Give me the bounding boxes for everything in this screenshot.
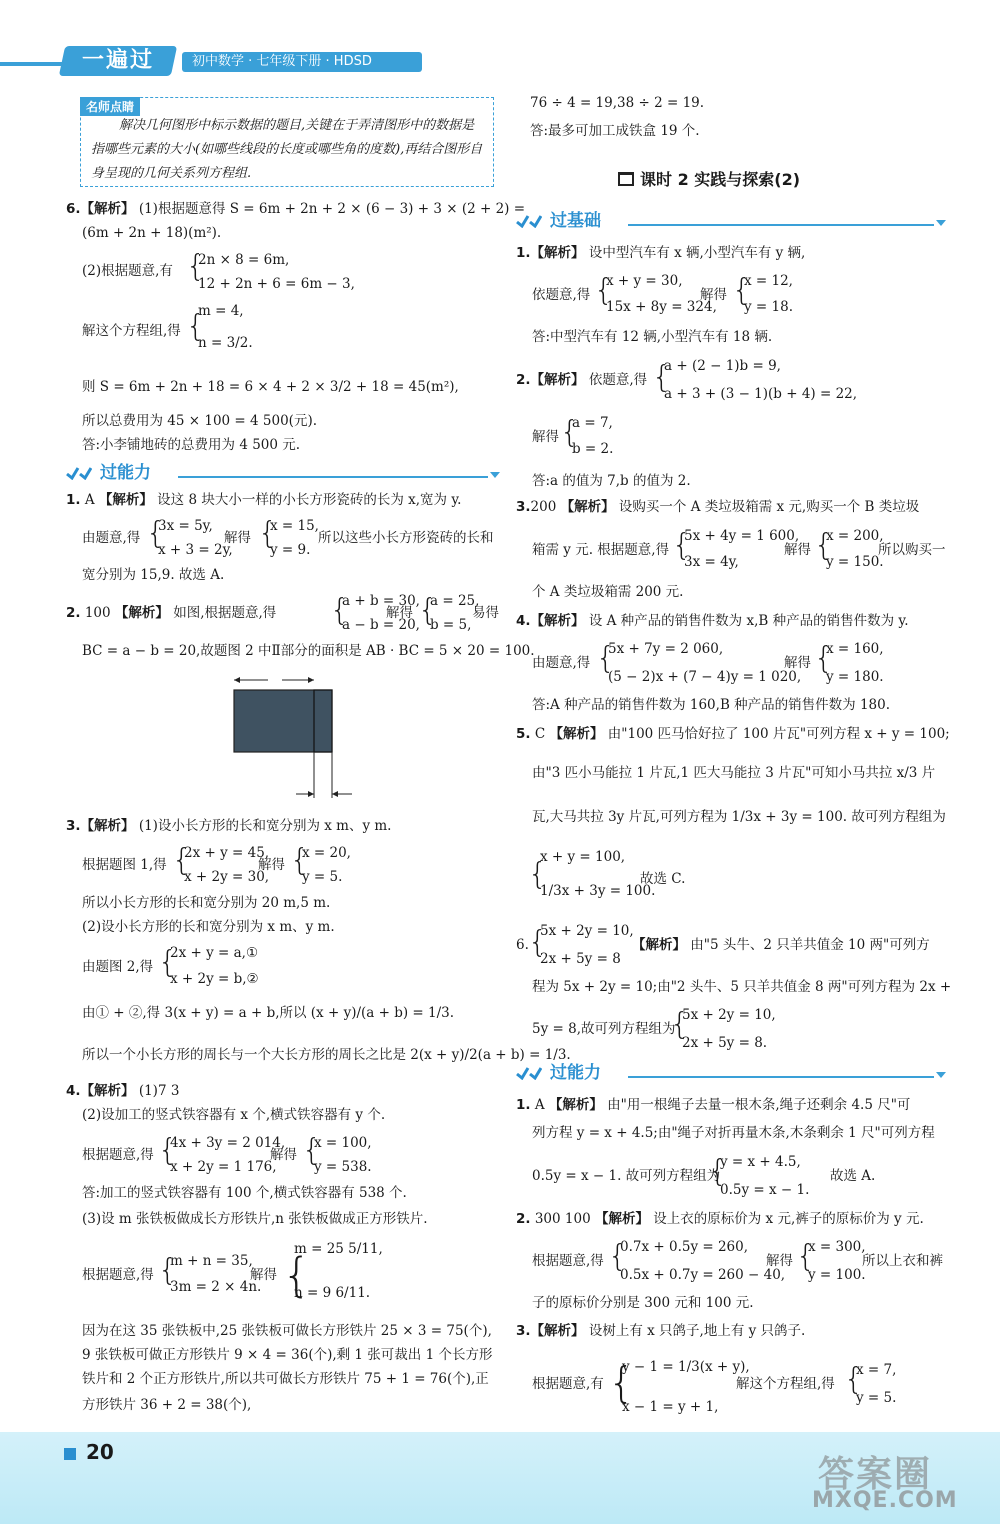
r-q1-line1: 1.【解析】 设中型汽车有 x 辆,小型汽车有 y 辆, [516,245,806,261]
r-r3-l2b: 解这个方程组,得 [736,1376,835,1392]
r-q1-solb: y = 18. [744,299,793,315]
l-q1-l2b: 解得 [224,530,251,546]
page-marker-icon [64,1448,76,1460]
l-q1-l2a: 由题意,得 [82,530,141,546]
l-q1-sola: x = 15, [270,518,319,534]
r-q2-solb: b = 2. [572,441,614,457]
r-q3-solb: y = 150. [826,554,884,570]
r-q1-eqb: 15x + 8y = 324, [606,299,717,315]
r-q4-line1: 4.【解析】 设 A 种产品的销售件数为 x,B 种产品的销售件数为 y. [516,613,909,629]
r-r2-sola: x = 300, [808,1239,866,1255]
r-q4-l2b: 解得 [784,655,811,671]
r-q5-line1: 5. C 【解析】 由"100 匹马恰好拉了 100 片瓦"可列方程 x + y = 100; [516,726,950,742]
header-accent-line [0,62,64,66]
r-q6-eqb: 2x + 5y = 8 [540,951,621,967]
r-q6-brace: { [528,925,548,960]
r-q5-eqa: x + y = 100, [540,849,626,865]
r-r2-l2a: 根据题意,得 [532,1253,604,1269]
l-q3-line1: 3.【解析】 (1)设小长方形的长和宽分别为 x m、y m. [66,818,392,834]
l-q2-sola: a = 25, [430,593,480,609]
l-q4-l2: (2)设加工的竖式铁容器有 x 个,横式铁容器有 y 个. [82,1107,386,1123]
l-q2-eqa: a + b = 30, [342,593,420,609]
r-r3-sola: x = 7, [856,1362,897,1378]
q6-line5: 则 S = 6m + 2n + 18 = 6 × 4 + 2 × 3/2 + 18 = 45(m²), [82,379,459,395]
r-q4-eqa: 5x + 7y = 2 060, [608,641,724,657]
r-q2-eqb: a + 3 + (3 − 1)(b + 4) = 22, [664,386,858,402]
q6-line6: 所以总费用为 45 × 100 = 4 500(元). [82,413,317,429]
r-q1-l2b: 解得 [700,287,727,303]
r-r2-eqa: 0.7x + 0.5y = 260, [620,1239,749,1255]
l-q1-l2c: 所以这些小长方形瓷砖的长和 [318,530,494,546]
l-q2-eqb: a − b = 20, [342,617,420,633]
r-q3-l2c: 所以购买一 [878,542,946,558]
r-q6-l3: 5y = 8,故可列方程组为 [532,1021,676,1037]
l-q1-solb: y = 9. [270,542,311,558]
r-q5-l4: 故选 C. [640,871,686,887]
l-q4-l8: 9 张铁板可做正方形铁片 9 × 4 = 36(个),剩 1 张可裁出 1 个长方形 [82,1347,493,1363]
r-q4-solb: y = 180. [826,669,884,685]
l-q3-l6: 由① + ②,得 3(x + y) = a + b,所以 (x + y)/(a + b) = 1/3. [82,1005,455,1021]
l-q3-l5a: 由题图 2,得 [82,959,154,975]
l-q2-line1: 2. 100 【解析】 如图,根据题意,得 [66,605,277,621]
lesson-box-icon [618,172,634,186]
r-r1-line1: 1. A 【解析】 由"用一根绳子去量一根木条,绳子还剩余 4.5 尺"可 [516,1097,911,1113]
rectangle-figure [220,668,370,808]
watermark-url: MXQE.COM [812,1488,958,1513]
chevron-down-icon [936,1072,946,1078]
q6-brace-1: { [186,249,206,284]
l-q3-l3: 所以小长方形的长和宽分别为 20 m,5 m. [82,895,331,911]
l-q4-eqb: x + 2y = 1 176, [170,1159,277,1175]
q6-line4: 解这个方程组,得 [82,323,181,339]
r-q2-brace-sol: { [560,415,580,450]
q6-eq1b: 12 + 2n + 6 = 6m − 3, [198,276,355,292]
l-q3-l7: 所以一个小长方形的周长与一个大长方形的周长之比是 2(x + y)/2(a + b) = 1/3. [82,1047,571,1063]
r-q2-l3: 答:a 的值为 7,b 的值为 2. [532,473,691,489]
r-r2-l3: 子的原标价分别是 300 元和 100 元. [532,1295,754,1311]
l-q4-sold: n = 9 6/11. [294,1285,371,1301]
l-q4-l7: 因为在这 35 张铁板中,25 张铁板可做长方形铁片 25 × 3 = 75(个), [82,1323,492,1339]
chevron-down-icon [936,220,946,226]
r-r3-l2a: 根据题意,有 [532,1376,604,1392]
l-q3-eqb: x + 2y = 30, [184,869,270,885]
l-q3-eqd: x + 2y = b,② [170,971,259,987]
l-q4-l3b: 解得 [270,1147,297,1163]
l-q4-l3a: 根据题意,得 [82,1147,154,1163]
checkmark-wave-icon [66,466,92,480]
l-q2-solb: b = 5, [430,617,472,633]
r-q4-l2a: 由题意,得 [532,655,591,671]
l-q3-eqc: 2x + y = a,① [170,945,259,961]
l-q4-solb: y = 538. [314,1159,372,1175]
r-q6-num: 6. [516,937,529,953]
r-q2-l2: 解得 [532,429,559,445]
r-q1-brace: { [594,273,614,308]
l-q4-eqc: m + n = 35, [170,1253,253,1269]
l-q2-l1c: 易得 [472,605,499,621]
r-q3-line1: 3.200 【解析】 设购买一个 A 类垃圾箱需 x 元,购买一个 B 类垃圾 [516,499,920,515]
teacher-tip-box [80,97,494,187]
r-q2-eqa: a + (2 − 1)b = 9, [664,358,781,374]
l-q3-l2a: 根据题图 1,得 [82,857,167,873]
l-q3-l4: (2)设小长方形的长和宽分别为 x m、y m. [82,919,335,935]
l-q1-line1: 1. A 【解析】 设这 8 块大小一样的小长方形瓷砖的长为 x,宽为 y. [66,492,462,508]
q6-line2: (6m + 2n + 18)(m²). [82,225,222,241]
r-q5-l3: 瓦,大马共拉 3y 片瓦,可列方程为 1/3x + 3y = 100. 故可列方程组为 [532,809,946,825]
l-q4-sola: x = 100, [314,1135,372,1151]
tip-text: 解决几何图形中标示数据的题目,关键在于弄清图形中的数据是指哪些元素的大小(如哪些线段的长度或哪些角的度数),再结合图形自身呈现的几何关系列方程组. [91,118,483,181]
r-r1-brace: { [708,1154,728,1189]
r-q3-l2b: 解得 [784,542,811,558]
r-r2-line1: 2. 300 100 【解析】 设上衣的原标价为 x 元,裤子的原标价为 y 元. [516,1211,924,1227]
r-r2-brace: { [608,1239,628,1274]
r-r2-l2c: 所以上衣和裤 [862,1253,943,1269]
l-q1-eqa: 3x = 5y, [158,518,213,534]
q6-line3: (2)根据题意,有 [82,263,173,279]
r-q5-l2: 由"3 匹小马能拉 1 片瓦,1 匹大马能拉 3 片瓦"可知小马共拉 x/3 片 [532,765,936,781]
r-q1-l2a: 依题意,得 [532,287,591,303]
l-q4-eqd: 3m = 2 × 4n. [170,1279,262,1295]
r-q3-eqa: 5x + 4y = 1 600, [684,528,800,544]
r-r1-l3b: 故选 A. [830,1168,876,1184]
lesson-title: 课时 2 实践与探索(2) [618,167,800,190]
r-r1-l3a: 0.5y = x − 1. 故可列方程组为 [532,1168,721,1184]
l-q3-sola: x = 20, [302,845,351,861]
r-q4-l3: 答:A 种产品的销售件数为 160,B 种产品的销售件数为 180. [532,697,890,713]
r-q2-sola: a = 7, [572,415,613,431]
r-r3-eqb: x − 1 = y + 1, [622,1399,719,1415]
r-r2-l2b: 解得 [766,1253,793,1269]
l-q1-brace-sol: { [258,516,278,551]
r-q4-brace-sol: { [814,641,834,676]
l-q4-l6b: 解得 [250,1267,277,1283]
r-q3-l3: 个 A 类垃圾箱需 200 元. [532,584,684,600]
r-r1-l2: 列方程 y = x + 4.5;由"绳子对折再量木条,木条剩余 1 尺"可列方程 [532,1125,935,1141]
r-r3-brace: { [608,1358,635,1407]
r-q3-brace-sol: { [814,528,834,563]
q6-line1: 6.【解析】 (1)根据题意得 S = 6m + 2n + 2 × (6 − 3) + 3 × (2 + 2) = [66,201,526,217]
r-r2-eqb: 0.5x + 0.7y = 260 − 40, [620,1267,786,1283]
r-top-line2: 答:最多可加工成铁盒 19 个. [530,123,700,139]
r-q1-eqa: x + y = 30, [606,273,683,289]
r-q3-sola: x = 200, [826,528,884,544]
l-q1-eqb: x + 3 = 2y, [158,542,233,558]
l-q1-brace: { [146,516,166,551]
r-q6-eqd: 2x + 5y = 8. [682,1035,768,1051]
fig-small-rect [314,690,332,752]
l-q2-brace: { [330,593,350,628]
l-q3-l2b: 解得 [258,857,285,873]
r-r3-line1: 3.【解析】 设树上有 x 只鸽子,地上有 y 只鸽子. [516,1323,806,1339]
r-q4-brace: { [596,641,616,676]
r-r3-eqa: y − 1 = 1/3(x + y), [622,1359,750,1375]
q6-eq2a: m = 4, [198,303,244,319]
r-top-line1: 76 ÷ 4 = 19,38 ÷ 2 = 19. [530,95,705,111]
q6-line7: 答:小李铺地砖的总费用为 4 500 元. [82,437,301,453]
r-q4-eqb: (5 − 2)x + (7 − 4)y = 1 020, [608,669,802,685]
r-q1-sola: x = 12, [744,273,793,289]
r-r2-solb: y = 100. [808,1267,866,1283]
l-q2-brace-sol: { [418,593,438,628]
l-q4-l10: 方形铁片 36 + 2 = 38(个), [82,1397,252,1413]
checkmark-wave-icon [516,214,542,228]
l-q2-l1b: 解得 [386,605,413,621]
l-q4-solc: m = 25 5/11, [294,1241,383,1257]
r-q6-l1: 【解析】 由"5 头牛、2 只羊共值金 10 两"可列方 [632,937,930,953]
q6-eq1a: 2n × 8 = 6m, [198,252,290,268]
q6-eq2b: n = 3/2. [198,335,253,351]
l-q4-brace-sol: { [302,1133,322,1168]
r-q1-l3: 答:中型汽车有 12 辆,小型汽车有 18 辆. [532,329,773,345]
r-q3-eqb: 3x = 4y, [684,554,739,570]
r-r2-brace-sol: { [796,1239,816,1274]
r-r3-brace-sol: { [844,1362,864,1397]
q6-brace-2: { [186,309,206,344]
l-q3-brace-sol: { [290,843,310,878]
l-q4-l9: 铁片和 2 个正方形铁片,所以共可做长方形铁片 75 + 1 = 76(个),正 [82,1371,489,1387]
l-q4-l4: 答:加工的竖式铁容器有 100 个,横式铁容器有 538 个. [82,1185,407,1201]
page-number: 20 [86,1440,114,1464]
r-r1-eqa: y = x + 4.5, [720,1154,801,1170]
r-q1-brace-sol: { [732,273,752,308]
l-q3-brace-2: { [158,945,178,980]
r-q2-line1: 2.【解析】 依题意,得 [516,372,648,388]
course-tag: 初中数学 · 七年级下册 · HDSD [182,52,422,72]
l-q3-solb: y = 5. [302,869,343,885]
r-q6-eqa: 5x + 2y = 10, [540,923,634,939]
l-q2-l2: BC = a − b = 20,故题图 2 中Ⅱ部分的面积是 AB · BC = 5 × 20 = 100. [82,643,535,659]
tip-label: 名师点睛 [80,97,140,116]
r-r1-eqb: 0.5y = x − 1. [720,1182,810,1198]
l-q4-eqa: 4x + 3y = 2 014, [170,1135,286,1151]
l-q4-line1: 4.【解析】 (1)7 3 [66,1083,180,1099]
r-q3-brace: { [672,528,692,563]
l-q4-brace-2: { [158,1253,178,1288]
r-r3-solb: y = 5. [856,1390,897,1406]
l-q1-l3: 宽分别为 15,9. 故选 A. [82,567,225,583]
section-header-ability-left: 过能力 [66,460,506,486]
chevron-down-icon [490,472,500,478]
r-q2-brace: { [652,360,672,395]
l-q4-l6a: 根据题意,得 [82,1267,154,1283]
section-header-ability-right: 过能力 [516,1060,956,1086]
r-q4-sola: x = 160, [826,641,884,657]
r-q5-eqb: 1/3x + 3y = 100. [540,883,656,899]
r-q6-brace-2: { [670,1007,690,1042]
r-q5-brace: { [528,857,548,892]
r-q6-l2: 程为 5x + 2y = 10;由"2 头牛、5 只羊共值金 8 两"可列方程为 2x + [532,979,952,995]
l-q3-brace: { [172,843,192,878]
l-q3-eqa: 2x + y = 45, [184,845,270,861]
brand-logo: 一遍过 [59,46,177,76]
l-q4-brace: { [158,1133,178,1168]
l-q4-brace-sol2: { [282,1248,312,1302]
watermark-logo: 答案圈 [818,1454,933,1495]
checkmark-wave-icon [516,1066,542,1080]
section-header-basics: 过基础 [516,208,956,234]
r-q6-eqc: 5x + 2y = 10, [682,1007,776,1023]
l-q4-l5: (3)设 m 张铁板做成长方形铁片,n 张铁板做成正方形铁片. [82,1211,428,1227]
r-q3-l2a: 箱需 y 元. 根据题意,得 [532,542,670,558]
